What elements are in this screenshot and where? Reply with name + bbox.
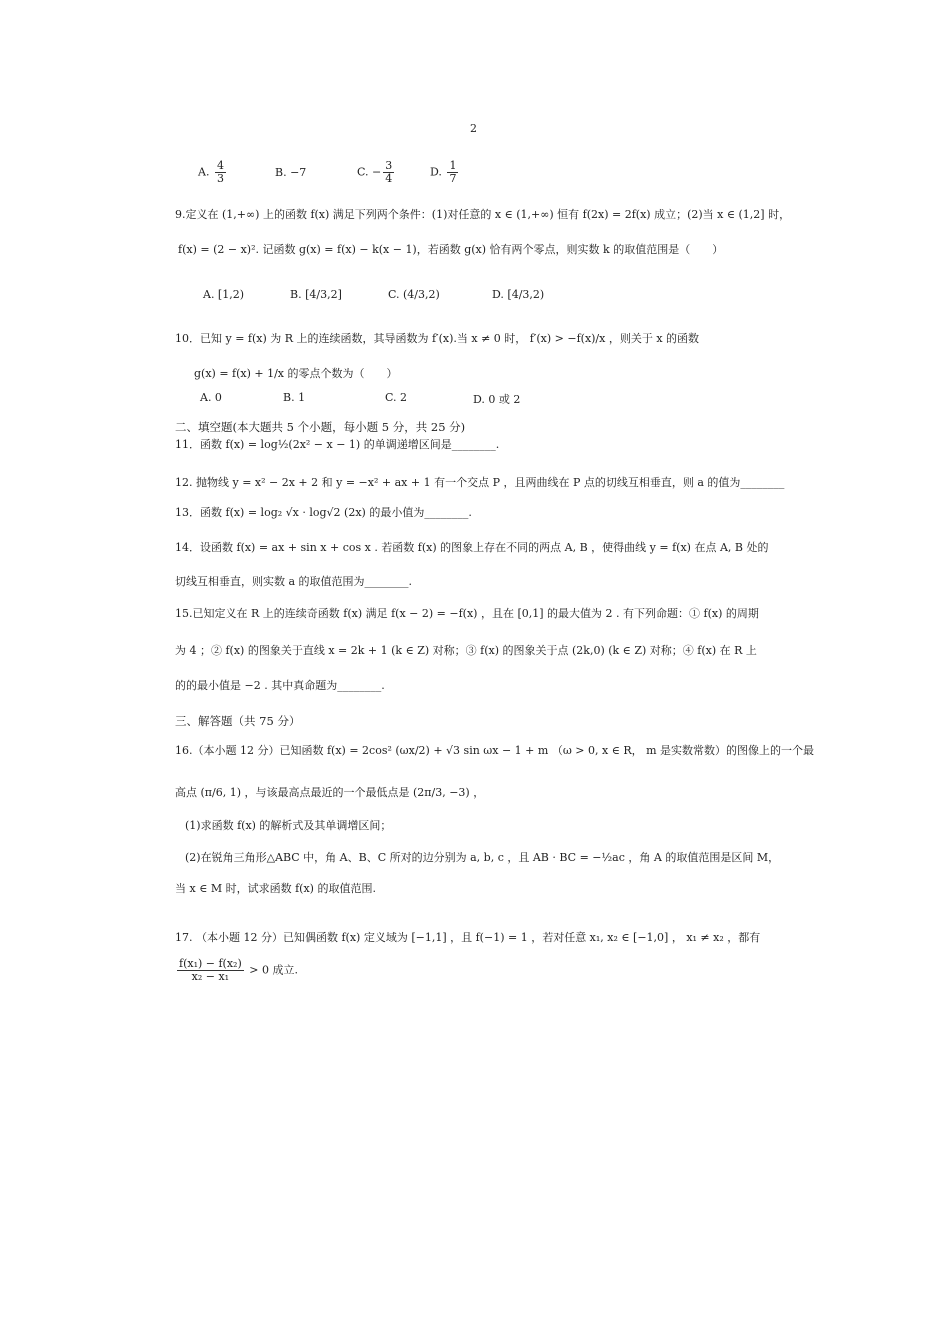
q15-line-2: 为 4 ；② f(x) 的图象关于直线 x = 2k + 1 (k ∈ Z) 对称；③ f(x) 的图象关于点 (2k,0) (k ∈ Z) 对称；④ f(x) 在 R 上 bbox=[175, 644, 757, 657]
q10-line-1: 10．已知 y = f(x) 为 R 上的连续函数，其导函数为 f′(x).当 x ≠ 0 时， f′(x) > −f(x)/x ，则关于 x 的函数 bbox=[175, 332, 700, 345]
numerator: 3 bbox=[385, 159, 393, 172]
q10-option-a: A. 0 bbox=[200, 391, 222, 404]
q8-option-d bbox=[430, 160, 460, 185]
numerator: 1 bbox=[449, 159, 457, 172]
option-letter: D. bbox=[430, 165, 442, 179]
q16-part-2: (2)在锐角三角形△ABC 中，角 A、B、C 所对的边分别为 a, b, c ，且 AB · BC = −½ac ，角 A 的取值范围是区间 M， bbox=[185, 851, 780, 864]
q9-option-d: D. [4/3,2) bbox=[492, 288, 545, 301]
option-letter: A. bbox=[198, 165, 210, 179]
q16-line-1: 16.（本小题 12 分）已知函数 f(x) = 2cos² (ωx/2) + √3 sin ωx − 1 + m （ω > 0, x ∈ R， m 是实数常数）的图像上的一个最 bbox=[175, 744, 815, 757]
denominator: x₂ − x₁ bbox=[191, 970, 230, 983]
section-solutions-heading: 三、解答题（共 75 分） bbox=[175, 714, 301, 728]
q17-line-1: 17. （本小题 12 分）已知偶函数 f(x) 定义域为 [−1,1] ，且 f(−1) = 1 ，若对任意 x₁, x₂ ∈ [−1,0] ， x₁ ≠ x₂ ，都有 bbox=[175, 931, 761, 944]
fraction bbox=[383, 160, 394, 185]
q11: 11．函数 f(x) = log½(2x² − x − 1) 的单调递增区间是________. bbox=[175, 438, 500, 451]
q16-part-3: 当 x ∈ M 时，试求函数 f(x) 的取值范围. bbox=[175, 882, 376, 895]
denominator: 7 bbox=[449, 172, 457, 185]
q15-line-3: 的的最小值是 −2 . 其中真命题为________. bbox=[175, 679, 385, 692]
q9-option-a: A. [1,2) bbox=[203, 288, 245, 301]
q10-option-d: D. 0 或 2 bbox=[473, 393, 521, 406]
q9-line-2: f(x) = (2 − x)². 记函数 g(x) = f(x) − k(x − 1)，若函数 g(x) 恰有两个零点，则实数 k 的取值范围是（ ） bbox=[178, 243, 724, 256]
q10-option-c: C. 2 bbox=[385, 391, 408, 404]
denominator: 3 bbox=[216, 172, 224, 185]
fraction bbox=[215, 160, 226, 185]
q9-option-c: C. (4/3,2) bbox=[388, 288, 440, 301]
fraction bbox=[447, 160, 458, 185]
q10-option-b: B. 1 bbox=[283, 391, 306, 404]
numerator: 4 bbox=[216, 159, 224, 172]
option-value: −7 bbox=[290, 166, 307, 179]
denominator: 4 bbox=[385, 172, 393, 185]
q10-line-2: g(x) = f(x) + 1/x 的零点个数为（ ） bbox=[194, 367, 398, 380]
q9-line-1: 9.定义在 (1,+∞) 上的函数 f(x) 满足下列两个条件：(1)对任意的 x ∈ (1,+∞) 恒有 f(2x) = 2f(x) 成立；(2)当 x ∈ (1,2] 时， bbox=[175, 208, 791, 221]
q15-line-1: 15.已知定义在 R 上的连续奇函数 f(x) 满足 f(x − 2) = −f(x) ，且在 [0,1] 的最大值为 2 . 有下列命题：① f(x) 的周期 bbox=[175, 607, 759, 620]
q14-line-2: 切线互相垂直，则实数 a 的取值范围为________. bbox=[175, 575, 413, 588]
q16-line-2: 高点 (π/6, 1) ，与该最高点最近的一个最低点是 (2π/3, −3) ， bbox=[175, 786, 485, 799]
q13: 13．函数 f(x) = log₂ √x · log√2 (2x) 的最小值为________. bbox=[175, 506, 472, 519]
numerator: f(x₁) − f(x₂) bbox=[179, 957, 242, 970]
q16-part-1: (1)求函数 f(x) 的解析式及其单调增区间； bbox=[185, 819, 392, 832]
option-letter: B. bbox=[275, 166, 287, 179]
q17-tail: > 0 成立. bbox=[249, 963, 298, 977]
q9-option-b: B. [4/3,2] bbox=[290, 288, 342, 301]
q12: 12. 抛物线 y = x² − 2x + 2 和 y = −x² + ax + 1 有一个交点 P ，且两曲线在 P 点的切线互相垂直，则 a 的值为________ bbox=[175, 476, 785, 489]
q17-line-2 bbox=[175, 958, 298, 983]
q8-option-a bbox=[198, 160, 228, 185]
minus-sign: − bbox=[372, 165, 382, 179]
page-number: 2 bbox=[470, 122, 477, 135]
option-letter: C. bbox=[357, 165, 369, 179]
fraction bbox=[177, 958, 244, 983]
q8-option-c bbox=[357, 160, 396, 185]
q8-option-b bbox=[275, 166, 306, 179]
q14-line-1: 14．设函数 f(x) = ax + sin x + cos x . 若函数 f(x) 的图象上存在不同的两点 A, B ，使得曲线 y = f(x) 在点 A, B 处的 bbox=[175, 541, 769, 554]
section-fill-in-heading: 二、填空题(本大题共 5 个小题，每小题 5 分，共 25 分) bbox=[175, 420, 466, 434]
